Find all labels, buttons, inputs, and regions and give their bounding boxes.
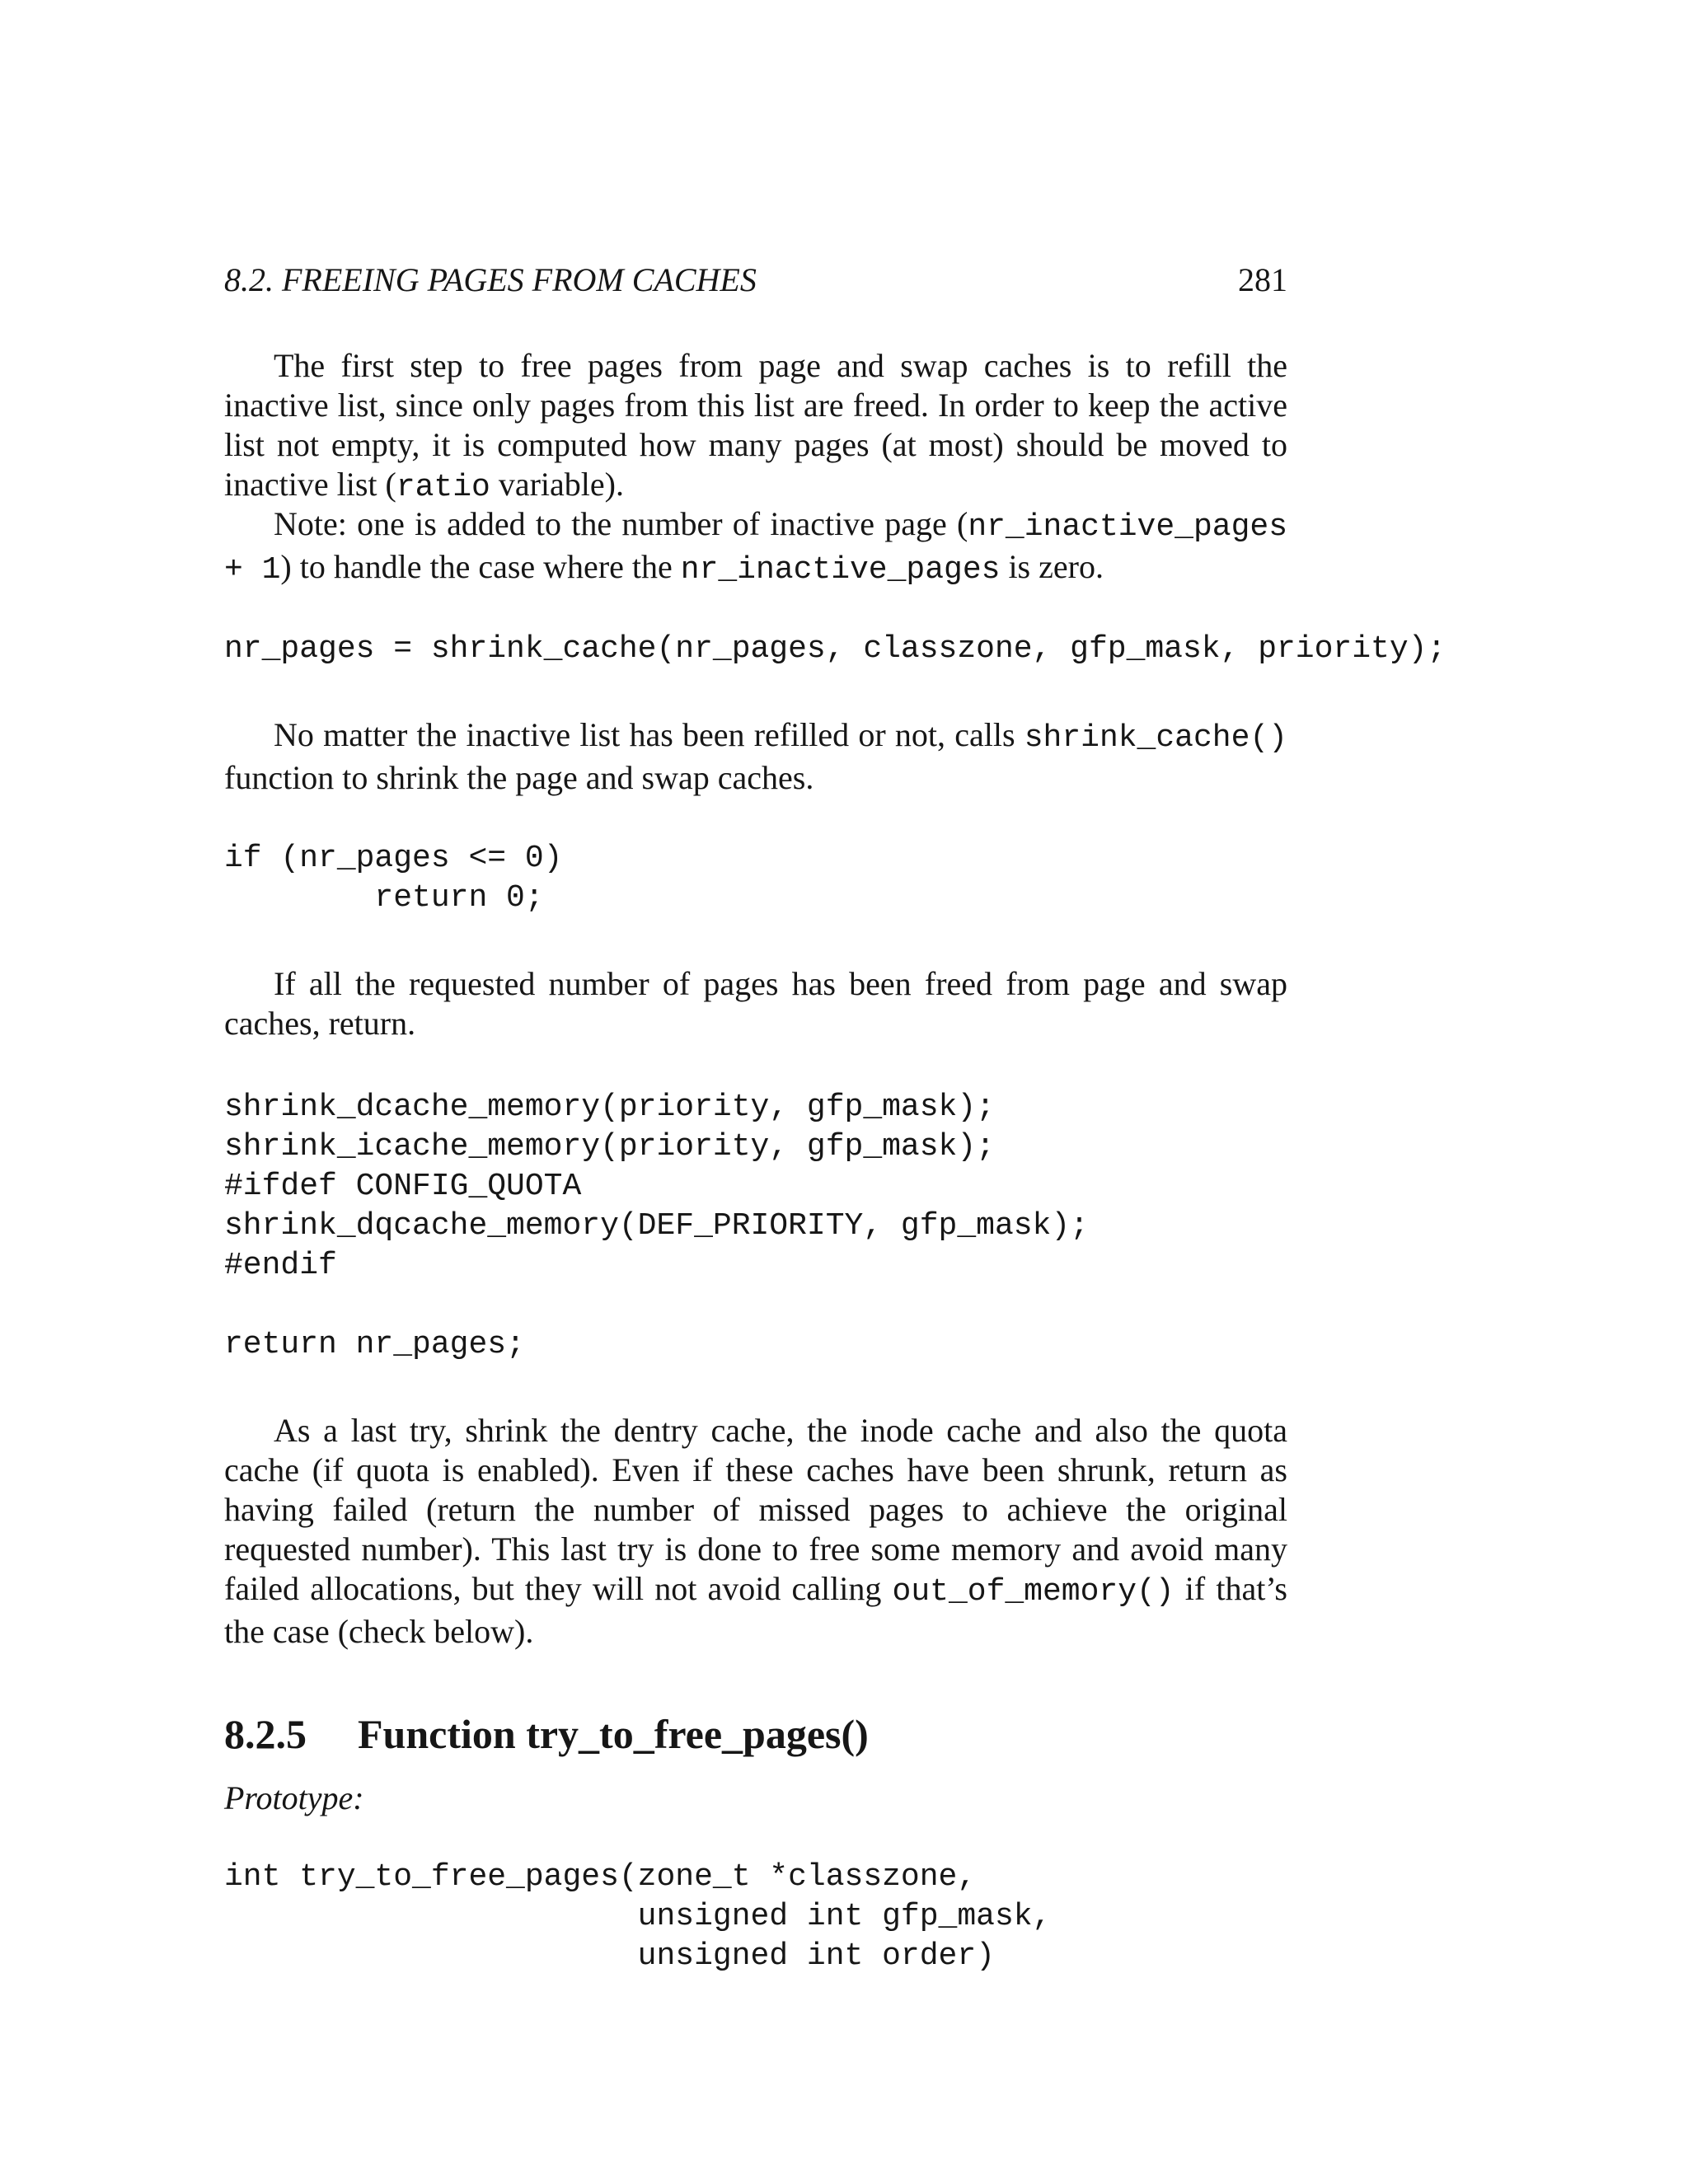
code-block-return-check: if (nr_pages <= 0) return 0; [224, 841, 563, 916]
header-section-title: 8.2. FREEING PAGES FROM CACHES [224, 261, 757, 298]
section-heading [224, 1708, 1296, 1760]
inline-code-ratio: ratio [396, 470, 490, 505]
prototype-label: Prototype: [224, 1779, 364, 1816]
paragraph-refill-inactive-list: The first step to free pages from page and swap caches is to refill the inactive list, since only pages from this list are freed. In order to keep the active list not empty, it is computed how many pages (at most) should be moved to inactive list (ratio variable). [224, 347, 1287, 505]
page-number: 281 [1238, 261, 1287, 298]
code-block-prototype: int try_to_free_pages(zone_t *classzone, unsigned int gfp_mask, unsigned int order) [224, 1859, 1052, 1974]
paragraph-shrink-cache-call: No matter the inactive list has been refilled or not, calls shrink_cache() function to shrink the page and swap caches. [224, 716, 1287, 796]
paragraph-all-pages-freed: If all the requested number of pages has been freed from page and swap caches, return. [224, 965, 1287, 1042]
inline-code-nr-inactive-plus-one: nr_inactive_pages + 1 [224, 509, 1287, 588]
running-header [224, 257, 1287, 303]
inline-code-shrink-cache: shrink_cache() [1024, 720, 1287, 756]
paragraph-last-try: As a last try, shrink the dentry cache, the inode cache and also the quota cache (if quota is enabled). Even if these caches have been shrunk, return as having failed (return the number of missed pages to achieve the original requested number). This last try is done to free some memory and avoid many failed allocations, but they will not avoid calling out_of_memory() if that’s the case (check below). [224, 1412, 1287, 1650]
code-block-shrink-cache: nr_pages = shrink_cache(nr_pages, classzone, gfp_mask, priority); [224, 631, 1447, 667]
code-block-shrink-memory: shrink_dcache_memory(priority, gfp_mask); shrink_icache_memory(priority, gfp_mask); #ifdef CONFIG_QUOTA shrink_dqcache_memory(DEF_PRIORITY, gfp_mask); #endif return nr_pages; [224, 1090, 1089, 1362]
inline-code-nr-inactive-pages: nr_inactive_pages [680, 552, 1001, 588]
paragraph-note-inactive-pages: Note: one is added to the number of inactive page (nr_inactive_pages + 1) to handle the case where the nr_inactive_pages is zero. [224, 505, 1287, 588]
section-number: 8.2.5 [224, 1711, 307, 1757]
inline-code-out-of-memory: out_of_memory() [892, 1574, 1175, 1610]
section-title: Function try_to_free_pages() [358, 1711, 869, 1757]
